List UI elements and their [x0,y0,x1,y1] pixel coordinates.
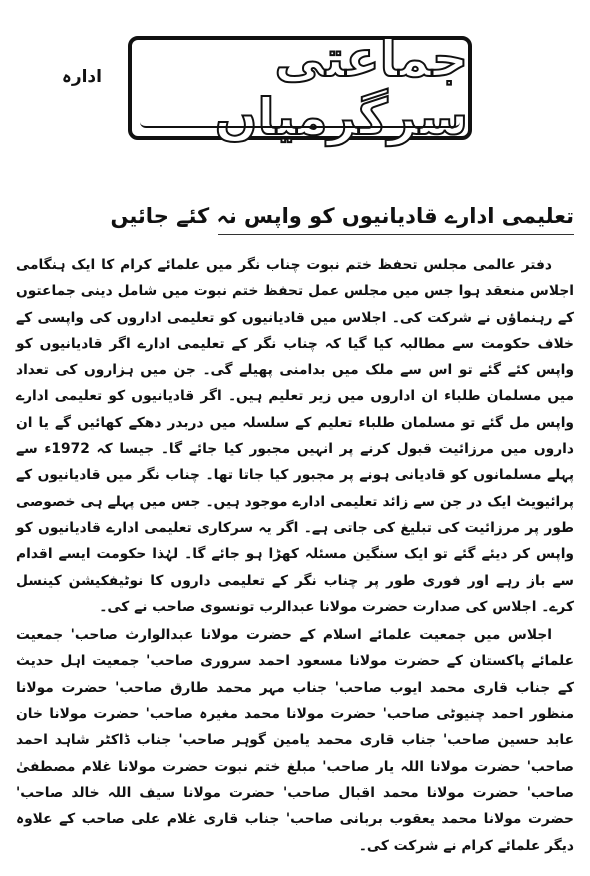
article-paragraph [16,622,574,859]
paragraph-2-text: اجلاس میں جمعیت علمائے اسلام کے حضرت مولانا عبدالوارث صاحب' جمعیت علمائے پاکستان کے حضرت مولانا مسعود احمد سروری صاحب' جمعیت اہل حدیث کے جناب قاری محمد ایوب صاحب' جناب مہر محمد طارق صاحب' حضرت مولانا منظور احمد چنیوٹی صاحب' حضرت مولانا محمد مغیرہ صاحب' حضرت مولانا خان عابد حسین صاحب' جناب قاری محمد یامین گوہر صاحب' جناب ڈاکٹر شاہد احمد صاحب' حضرت مولانا اللہ یار صاحب' مبلغ ختم نبوت حضرت مولانا غلام مصطفیٰ صاحب' حضرت مولانا محمد اقبال صاحب' حضرت مولانا سیف اللہ خالد صاحب' حضرت مولانا محمد یعقوب بربانی صاحب' جناب قاری غلام علی صاحب کے علاوہ دیگر علمائے کرام نے شرکت کی۔ [16,627,574,854]
paragraph-1-text: دفتر عالمی مجلس تحفظ ختم نبوت چناب نگر میں علمائے کرام کا ایک ہنگامی اجلاس منعقد ہوا جس میں مجلس عمل تحفظ ختم نبوت میں شامل دینی جماعتوں کے رہنماؤں نے شرکت کی۔ اجلاس میں قادیانیوں کو تعلیمی اداروں کی واپسی کے خلاف حکومت سے مطالبہ کیا گیا کہ چناب نگر کے تعلیمی ادارے اگر قادیانیوں کو واپس کئے گئے تو اس سے ملک میں بدامنی پھیلے گی۔ جن میں ہزاروں کی تعداد میں مسلمان طلباء ان اداروں میں زیر تعلیم ہیں۔ اگر قادیانیوں کو تعلیمی ادارے واپس مل گئے تو مسلمان طلباء تعلیم کے سلسلہ میں دربدر دھکے کھائیں گے یا ان داروں میں مرزائیت قبول کرنے پر انہیں مجبور کیا جائے گا۔ جیسا کہ 1972ء سے پہلے مسلمانوں کو قادیانی ہونے پر مجبور کیا جاتا تھا۔ چناب نگر میں قادیانیوں کے پرائیویٹ ایک در جن سے زائد تعلیمی ادارے موجود ہیں۔ جس میں پہلے ہی خصوصی طور پر مرزائیت کی تبلیغ کی جاتی ہے۔ اگر یہ سرکاری تعلیمی ادارے قادیانیوں کو واپس کر دیئے گئے تو ایک سنگین مسئلہ کھڑا ہو جائے گا۔ لہٰذا حکومت ایسے اقدام سے باز رہے اور فوری طور پر چناب نگر کے تعلیمی داروں کا نوٹیفکیشن کینسل کرے۔ اجلاس کی صدارت حضرت مولانا عبدالرب تونسوی صاحب نے کی۔ [16,257,574,615]
author-label: ادارہ [61,67,102,87]
headline-underline [218,234,574,235]
article-headline: تعلیمی ادارے قادیانیوں کو واپس نہ کئے جائیں [110,204,574,228]
article-body [16,252,574,859]
article-paragraph [16,252,574,620]
page-header [0,0,590,150]
section-masthead: جماعتی سرگرمیاں [128,36,472,140]
